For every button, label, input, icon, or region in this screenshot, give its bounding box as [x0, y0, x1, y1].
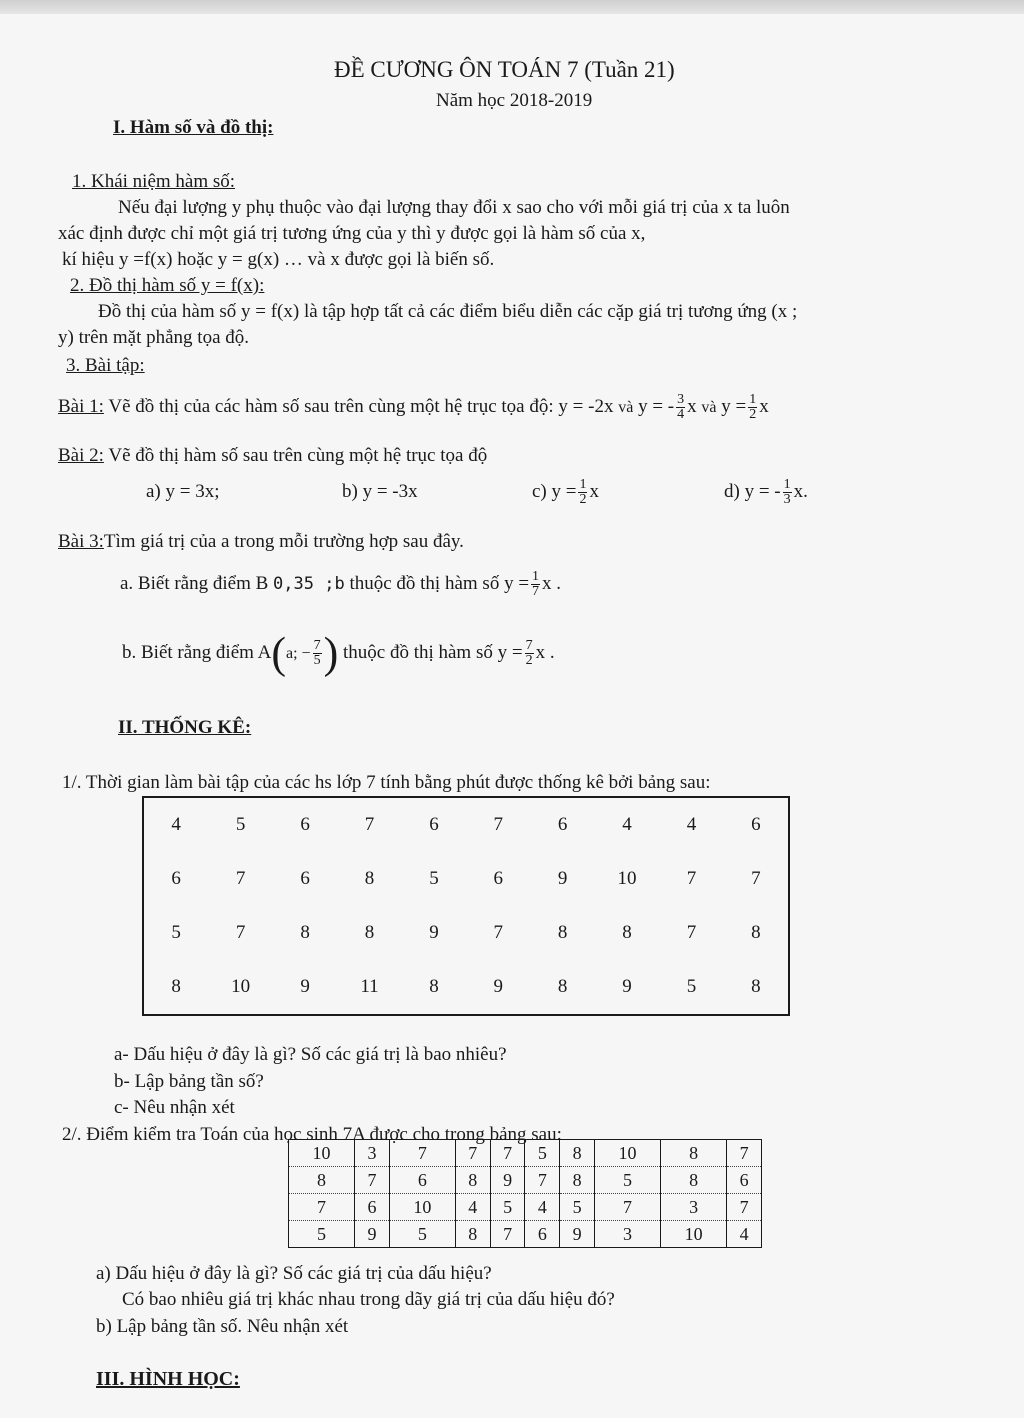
- question-1-c: c- Nêu nhận xét: [114, 1097, 235, 1118]
- exercise-1-var-3: x: [759, 396, 769, 417]
- exercise-1-and-2: và: [701, 399, 717, 416]
- right-paren: ): [323, 628, 339, 678]
- table-cell: 7: [525, 1167, 560, 1194]
- table-cell: 9: [490, 1167, 525, 1194]
- table-cell: 6: [300, 868, 310, 889]
- exercise-1-func-2: y = -: [638, 396, 675, 417]
- table-cell: 6: [171, 868, 181, 889]
- table-cell: 8: [557, 976, 568, 997]
- table-cell: 10: [594, 1140, 660, 1167]
- fraction-num: 7: [313, 638, 321, 654]
- table-cell: 9: [300, 976, 310, 997]
- fraction-1-3: [783, 478, 792, 507]
- fraction-den: 4: [677, 407, 685, 423]
- part-2-title: 2. Đồ thị hàm số y = f(x):: [70, 275, 265, 296]
- table-cell: 8: [622, 922, 632, 943]
- exercise-3-a: [120, 560, 561, 608]
- exercise-2-label: Bài 2:: [58, 445, 104, 466]
- exercise-1-func-1: y = -2x: [558, 396, 614, 417]
- table-cell: 11: [360, 976, 379, 997]
- table-cell: 8: [560, 1167, 595, 1194]
- table-cell: 8: [557, 922, 568, 943]
- table-cell: 6: [389, 1167, 455, 1194]
- exercise-3-b-var: x .: [535, 642, 555, 663]
- table-cell: 10: [289, 1140, 355, 1167]
- fraction-den: 2: [749, 407, 757, 423]
- exercise-1: [58, 385, 769, 430]
- exercise-1-var-2: x: [687, 396, 697, 417]
- point-b-coords: 0,35 ;b: [273, 574, 345, 594]
- table-cell: 6: [727, 1167, 762, 1194]
- fraction-den: 2: [579, 492, 587, 508]
- table-cell: 5: [686, 976, 697, 997]
- exercise-2-d: [724, 472, 808, 512]
- exercise-3-label: Bài 3:: [58, 531, 104, 552]
- table-cell: 5: [560, 1194, 595, 1221]
- table-cell: 9: [355, 1221, 390, 1248]
- table-cell: 3: [355, 1140, 390, 1167]
- table-cell: 6: [493, 868, 504, 889]
- fraction-num: 1: [579, 477, 587, 493]
- table-cell: 8: [751, 976, 761, 997]
- table-cell: 7: [493, 814, 504, 835]
- exercise-2-b: b) y = -3x: [342, 481, 418, 502]
- exercise-1-label: Bài 1:: [58, 396, 104, 417]
- fraction-num: 7: [525, 638, 533, 654]
- stats-table-2: [288, 1139, 762, 1248]
- table-cell: 6: [525, 1221, 560, 1248]
- fraction-den: 3: [783, 492, 791, 508]
- table-cell: 9: [429, 922, 439, 943]
- table-row: [143, 852, 789, 906]
- table-cell: 4: [686, 814, 697, 835]
- section-2-heading: II. THỐNG KÊ:: [118, 717, 252, 738]
- point-a-coords: a; −: [286, 645, 311, 662]
- table-cell: 8: [560, 1140, 595, 1167]
- exercise-3: [58, 531, 464, 553]
- table-cell: 6: [557, 814, 568, 835]
- table-cell: 8: [661, 1140, 727, 1167]
- part-1-line-1: Nếu đại lượng y phụ thuộc vào đại lượng thay đổi x sao cho với mỗi giá trị của x ta luôn: [118, 197, 790, 218]
- exercise-1-text: Vẽ đồ thị của các hàm số sau trên cùng một hệ trục tọa độ:: [108, 396, 554, 417]
- table-cell: 7: [289, 1194, 355, 1221]
- exercise-2-c-pre: c) y =: [532, 481, 577, 502]
- stats-table-1: [142, 796, 790, 1016]
- table-cell: 5: [490, 1194, 525, 1221]
- part-1-title: [72, 171, 235, 193]
- question-2-a: a) Dấu hiệu ở đây là gì? Số các giá trị của dấu hiệu?: [96, 1263, 492, 1284]
- stats-table-2-body: [289, 1140, 762, 1248]
- fraction-7-5: [313, 639, 322, 668]
- exercise-2-c: [532, 472, 599, 512]
- table-row: [143, 797, 789, 852]
- fraction-7-2: [525, 639, 534, 668]
- table-cell: 7: [686, 922, 697, 943]
- exercise-3-text: Tìm giá trị của a trong mỗi trường hợp sau đây.: [103, 531, 464, 552]
- table-cell: 7: [364, 814, 375, 835]
- question-1-b: b- Lập bảng tần số?: [114, 1071, 264, 1092]
- fraction-den: 2: [525, 653, 533, 669]
- exercise-2-text: Vẽ đồ thị hàm số sau trên cùng một hệ trục tọa độ: [108, 445, 488, 466]
- table-row: [289, 1140, 762, 1167]
- table-cell: 9: [560, 1221, 595, 1248]
- table-cell: 7: [751, 868, 761, 889]
- table-cell: 6: [300, 814, 310, 835]
- table-cell: 10: [617, 868, 637, 889]
- table-cell: 5: [289, 1221, 355, 1248]
- table-cell: 10: [231, 976, 251, 997]
- section-1-heading: I. Hàm số và đồ thị:: [113, 117, 274, 138]
- fraction-1-7: [531, 570, 540, 599]
- table-cell: 8: [751, 922, 761, 943]
- table-cell: 9: [622, 976, 632, 997]
- question-2-b: b) Lập bảng tần số. Nêu nhận xét: [96, 1316, 349, 1337]
- table-cell: 5: [594, 1167, 660, 1194]
- table-cell: 6: [355, 1194, 390, 1221]
- exercise-2-d-var: x.: [793, 481, 808, 502]
- exercise-3-b-pre: b. Biết rằng điểm A: [122, 642, 272, 663]
- exercise-2: [58, 445, 487, 467]
- fraction-num: 1: [749, 392, 757, 408]
- stats-table-1-body: [143, 797, 789, 1015]
- question-1-a: a- Dấu hiệu ở đây là gì? Số các giá trị là bao nhiêu?: [114, 1044, 507, 1065]
- exercise-3-a-pre: a. Biết rằng điểm B: [120, 573, 269, 594]
- part-1-title-text: 1. Khái niệm hàm số:: [72, 171, 236, 192]
- table-cell: 7: [490, 1140, 525, 1167]
- table-cell: 10: [389, 1194, 455, 1221]
- table-cell: 5: [429, 868, 439, 889]
- table-cell: 8: [289, 1167, 355, 1194]
- part-3-title: 3. Bài tập:: [66, 355, 145, 376]
- table-cell: 7: [355, 1167, 390, 1194]
- table-cell: 8: [364, 868, 375, 889]
- stats-question-1: 1/. Thời gian làm bài tập của các hs lớp 7 tính bằng phút được thống kê bởi bảng sau:: [62, 772, 711, 793]
- exercise-1-and-1: và: [618, 399, 634, 416]
- exercise-1-func-3: y =: [721, 396, 747, 417]
- table-cell: 4: [455, 1194, 490, 1221]
- stats-question-2: 2/. Điểm kiểm tra Toán của học sinh 7A được cho trong bảng sau:: [62, 1124, 562, 1145]
- table-cell: 4: [525, 1194, 560, 1221]
- table-cell: 5: [389, 1221, 455, 1248]
- table-cell: 7: [490, 1221, 525, 1248]
- table-cell: 8: [455, 1221, 490, 1248]
- table-cell: 6: [751, 814, 761, 835]
- top-bar: [0, 0, 1024, 14]
- fraction-3-4: [676, 393, 685, 422]
- exercise-2-a: a) y = 3x;: [146, 481, 220, 502]
- table-cell: 5: [171, 922, 181, 943]
- table-cell: 5: [235, 814, 246, 835]
- fraction-den: 7: [532, 584, 540, 600]
- table-cell: 9: [557, 868, 568, 889]
- table-row: [289, 1194, 762, 1221]
- section-3-heading: III. HÌNH HỌC:: [96, 1368, 240, 1390]
- table-cell: 4: [622, 814, 632, 835]
- table-cell: 3: [661, 1194, 727, 1221]
- table-cell: 8: [300, 922, 310, 943]
- table-row: [143, 960, 789, 1015]
- table-cell: 8: [455, 1167, 490, 1194]
- exercise-3-b: [122, 628, 555, 679]
- table-cell: 7: [389, 1140, 455, 1167]
- exercise-3-a-var: x .: [542, 573, 562, 594]
- table-cell: 7: [455, 1140, 490, 1167]
- table-cell: 8: [429, 976, 439, 997]
- table-cell: 7: [594, 1194, 660, 1221]
- table-cell: 7: [235, 868, 246, 889]
- table-cell: 7: [727, 1194, 762, 1221]
- table-cell: 4: [727, 1221, 762, 1248]
- school-year: Năm học 2018-2019: [436, 90, 593, 111]
- exercise-2-c-var: x: [589, 481, 599, 502]
- table-cell: 7: [235, 922, 246, 943]
- table-cell: 7: [686, 868, 697, 889]
- left-paren: (: [271, 628, 286, 678]
- table-cell: 8: [171, 976, 181, 997]
- exercise-3-a-mid: thuộc đồ thị hàm số: [349, 573, 500, 594]
- exercise-3-b-mid: thuộc đồ thị hàm số: [342, 642, 493, 663]
- part-2-line-1: Đồ thị của hàm số y = f(x) là tập hợp tất cả các điểm biểu diễn các cặp giá trị tương ứng (x ;: [98, 301, 798, 322]
- fraction-num: 1: [532, 569, 540, 585]
- table-cell: 8: [364, 922, 375, 943]
- fraction-num: 3: [677, 392, 685, 408]
- table-cell: 7: [727, 1140, 762, 1167]
- question-2-a-cont: Có bao nhiêu giá trị khác nhau trong dãy giá trị của dấu hiệu đó?: [122, 1289, 615, 1310]
- table-row: [289, 1221, 762, 1248]
- table-cell: 5: [525, 1140, 560, 1167]
- document-title: ĐỀ CƯƠNG ÔN TOÁN 7 (Tuần 21): [334, 57, 675, 82]
- table-row: [289, 1167, 762, 1194]
- table-row: [143, 906, 789, 960]
- exercise-2-d-pre: d) y = -: [724, 481, 781, 502]
- part-2-line-2: y) trên mặt phẳng tọa độ.: [58, 327, 250, 348]
- table-cell: 8: [661, 1167, 727, 1194]
- part-1-line-3: kí hiệu y =f(x) hoặc y = g(x) … và x được gọi là biến số.: [62, 249, 495, 270]
- fraction-num: 1: [783, 477, 791, 493]
- fraction-1-2: [578, 478, 587, 507]
- part-1-line-2: xác định được chỉ một giá trị tương ứng của y thì y được gọi là hàm số của x,: [58, 223, 646, 244]
- exercise-3-b-func: y =: [497, 642, 523, 663]
- table-cell: 4: [171, 814, 181, 835]
- table-cell: 7: [493, 922, 504, 943]
- exercise-3-a-func: y =: [504, 573, 530, 594]
- table-cell: 10: [661, 1221, 727, 1248]
- table-cell: 3: [594, 1221, 660, 1248]
- fraction-1-2: [748, 393, 757, 422]
- table-cell: 6: [429, 814, 439, 835]
- fraction-den: 5: [313, 653, 321, 669]
- table-cell: 9: [493, 976, 504, 997]
